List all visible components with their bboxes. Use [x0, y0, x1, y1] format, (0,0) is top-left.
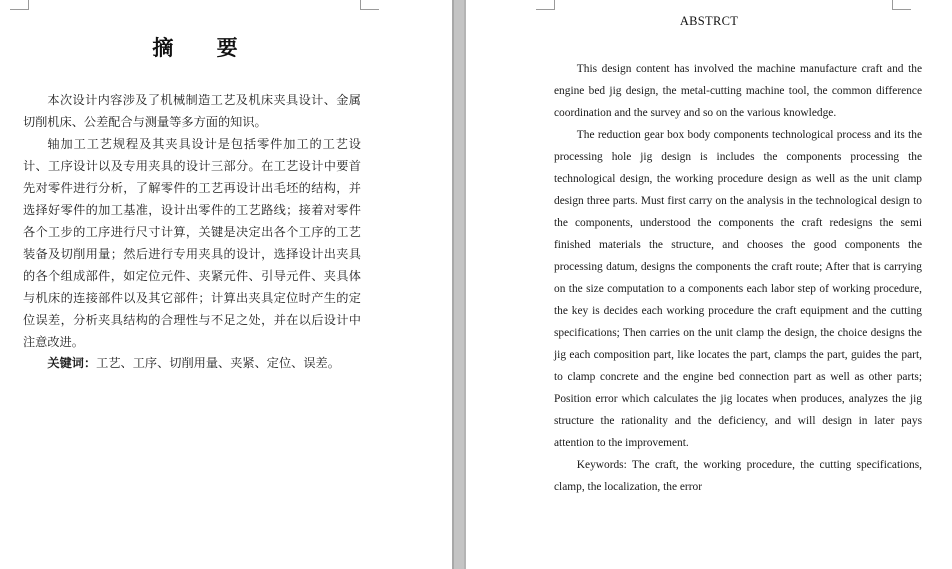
keywords-cn — [23, 352, 361, 374]
abstract-paragraph: 本次设计内容涉及了机械制造工艺及机床夹具设计、金属切削机床、公差配合与测量等多方面的知识。 — [23, 93, 361, 129]
abstract-paragraph: The reduction gear box body components technological process and its the processing hole jig design is includes the components processing the technological design, the working procedure design as well as the unit clamp design three parts. Must first carry on the analysis in the technological design to the components, understood the components the craft redesigns the semi finished materials the structure, and chooses the good components the processing datum, designs the components the craft route; After that is carrying on the size computation to a components each labor step of working procedure, the key is decides each working procedure the craft equipment and the cutting specifications; Then carries on the unit clamp the design, the choice designs the jig each composition part, like locates the part, clamps the part, guides the part, to clamp concrete and the engine bed connection part as well as other parts; Position error which calculates the jig locates when produces, analyzes the jig structure the rationality and the deficiency, and will design in later pays attention to the improvement. — [554, 129, 922, 449]
abstract-body-en — [554, 58, 922, 498]
abstract-title-en: ABSTRCT — [679, 14, 739, 28]
abstract-paragraph: 轴加工工艺规程及其夹具设计是包括零件加工的工艺设计、工序设计以及专用夹具的设计三部分。在工艺设计中要首先对零件进行分析，了解零件的工艺再设计出毛坯的结构，并选择好零件的加工基准，设计出零件的工艺路线；接着对零件各个工步的工序进行尺寸计算，关键是决定出各个工序的工艺装备及切削用量；然后进行专用夹具的设计，选择设计出夹具的各个组成部件，如定位元件、夹紧元件、引导元件、夹具体与机床的连接部件以及其它部件；计算出夹具定位时产生的定位误差，分析夹具结构的合理性与不足之处，并在以后设计中注意改进。 — [23, 137, 361, 349]
page-corner-mark — [536, 0, 555, 10]
abstract-title-cn: 摘 要 — [152, 35, 256, 60]
keywords-label: 关键词： — [47, 356, 97, 370]
page-corner-mark — [892, 0, 911, 10]
abstract-body-cn — [23, 89, 361, 353]
page-corner-mark — [10, 0, 29, 10]
right-page — [466, 0, 952, 569]
keywords-text: 工艺、工序、切削用量、夹紧、定位、误差。 — [96, 356, 340, 370]
page-gutter — [452, 0, 466, 569]
keywords-en: Keywords: The craft, the working procedure, the cutting specifications, clamp, the localization, the error — [554, 459, 922, 493]
abstract-paragraph: This design content has involved the machine manufacture craft and the engine bed jig design, the metal-cutting machine tool, the common difference coordination and the survey and so on the various knowledge. — [554, 63, 922, 119]
page-corner-mark — [360, 0, 379, 10]
left-page — [0, 0, 452, 569]
